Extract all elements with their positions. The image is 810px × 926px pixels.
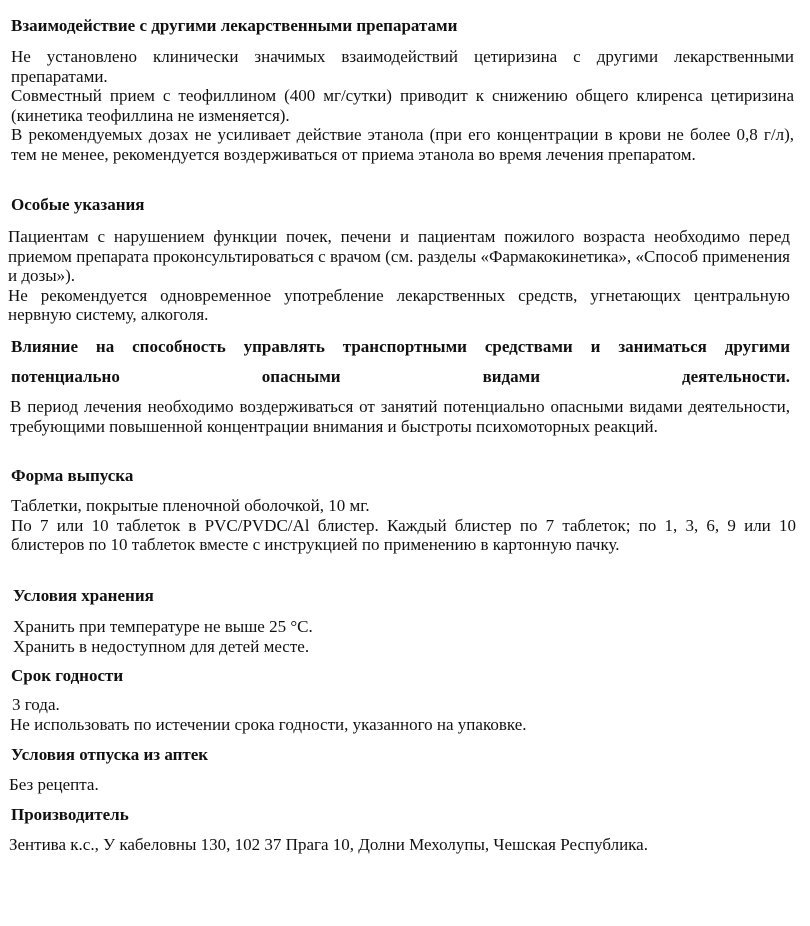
paragraph: Не рекомендуется одновременное употребление лекарственных средств, угнетающих центральную нервную систему, алкоголя.: [8, 285, 790, 325]
section-title-dispensing: Условия отпуска из аптек: [11, 745, 209, 764]
section-title-storage: Условия хранения: [13, 586, 154, 605]
section-body-shelf-life: [10, 695, 770, 734]
paragraph: Зентива к.с., У кабеловны 130, 102 37 Прага 10, Долни Мехолупы, Чешская Республика.: [9, 835, 648, 854]
paragraph: Не установлено клинически значимых взаимодействий цетиризина с другими лекарственными препаратами.: [11, 47, 794, 86]
paragraph: Совместный прием с теофиллином (400 мг/сутки) приводит к снижению общего клиренса цетиризина (кинетика теофиллина не изменяется).: [11, 86, 794, 125]
section-title-shelf-life: Срок годности: [11, 666, 124, 685]
section-title-driving: Влияние на способность управлять транспортными средствами и заниматься другими потенциально опасными видами деятельности.: [11, 337, 790, 386]
section-body-storage: [13, 617, 713, 656]
section-title-manufacturer: Производитель: [11, 805, 129, 824]
section-body-form: [11, 496, 796, 555]
section-title-form: Форма выпуска: [11, 466, 134, 485]
paragraph: Пациентам с нарушением функции почек, печени и пациентам пожилого возраста необходимо перед приемом препарата проконсультироваться с врачом (см. разделы «Фармакокинетика», «Способ применения и дозы»).: [8, 227, 790, 286]
section-body-special: [8, 227, 790, 325]
paragraph: По 7 или 10 таблеток в PVC/PVDC/Al блистер. Каждый блистер по 7 таблеток; по 1, 3, 6, 9 или 10 блистеров по 10 таблеток вместе с инструкцией по применению в картонную пачку.: [11, 515, 796, 555]
paragraph: Хранить при температуре не выше 25 °С.: [13, 617, 313, 636]
paragraph: Хранить в недоступном для детей месте.: [13, 636, 310, 656]
paragraph: Не использовать по истечении срока годности, указанного на упаковке.: [10, 714, 527, 734]
section-body-dispensing: [9, 775, 769, 795]
paragraph: Таблетки, покрытые пленочной оболочкой, 10 мг.: [11, 496, 370, 515]
paragraph: Без рецепта.: [9, 775, 99, 794]
section-body-driving: [10, 397, 790, 436]
section-title-interactions: Взаимодействие с другими лекарственными препаратами: [11, 16, 458, 35]
section-body-interactions: [11, 47, 794, 165]
paragraph: 3 года.: [12, 695, 60, 714]
section-title-special: Особые указания: [11, 195, 145, 214]
paragraph: В рекомендуемых дозах не усиливает действие этанола (при его концентрации в крови не более 0,8 г/л), тем не менее, рекомендуется воздерживаться от приема этанола во время лечения препаратом.: [11, 125, 794, 164]
paragraph: В период лечения необходимо воздерживаться от занятий потенциально опасными видами деятельности, требующими повышенной концентрации внимания и быстроты психомоторных реакций.: [10, 397, 790, 436]
section-body-manufacturer: [9, 835, 799, 855]
